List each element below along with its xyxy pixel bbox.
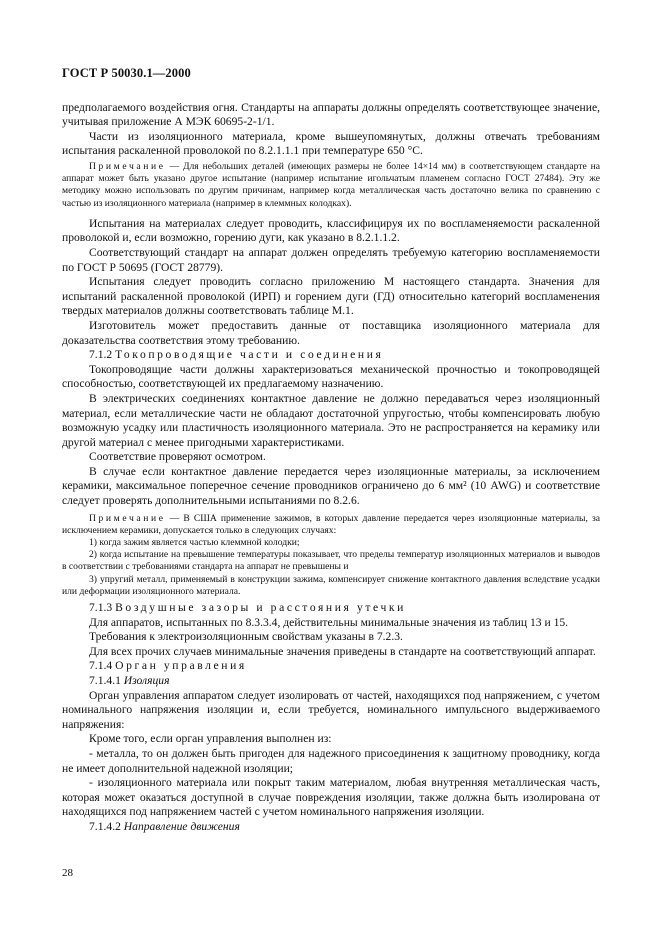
note-text: — Для небольших деталей (имеющих размеры не более 14×14 мм) в соответствующем стандарте на аппарат может быть указано другое испытание (например испытание игольчатым пламенем согласно ГОСТ 27484). Эту же методику можно использовать по другим причинам, например когда металлическая часть достаточно велика по сравнению с частью из изоляционного материала (например в клеммных колодках). <box>62 160 600 209</box>
body-paragraph: Соответствующий стандарт на аппарат должен определять требуемую категорию воспламеняемости по ГОСТ Р 50695 (ГОСТ 28779). <box>62 245 600 274</box>
body-paragraph: Для всех прочих случаев минимальные значения приведены в стандарте на соответствующий аппарат. <box>89 644 596 658</box>
body-paragraph: - металла, то он должен быть пригоден для надежного присоединения к защитному проводнику, когда не имеет дополнительной надежной изоляции; <box>62 747 600 775</box>
note-paragraph <box>62 574 600 598</box>
section-number: 7.1.2 <box>89 348 116 362</box>
body-paragraph: - изоляционного материала или покрыт таким материалом, любая внутренняя металлическая часть, которая может оказаться доступной в случае повреждения изоляции, также должна быть изолирована от находящихся под напряжением частей с учетом номинального напряжения изоляции. <box>62 776 600 819</box>
body-paragraph: В случае если контактное давление передается через изоляционные материалы, за исключением керамики, максимальное поперечное сечение проводников ограничено до 6 мм² (10 AWG) и соответствие следует проверять дополнительными испытаниями по 8.2.6. <box>62 464 600 508</box>
section-heading <box>62 820 600 835</box>
section-number: 7.1.4.1 <box>89 674 124 688</box>
body-paragraph: предполагаемого воздействия огня. Стандарты на аппараты должны определять соответствующее значение, учитывая приложение А МЭК 60695-2-1/1. <box>62 100 600 129</box>
note-paragraph <box>62 537 600 549</box>
body-paragraph: Испытания следует проводить согласно приложению М настоящего стандарта. Значения для испытаний раскаленной проволокой (ИРП) и горением дуги (ГД) относительно категорий воспламенения твердых материалов должны соответствовать таблице М.1. <box>62 275 600 318</box>
note-paragraph <box>62 549 600 573</box>
body-paragraph: Для аппаратов, испытанных по 8.3.3.4, действительны минимальные значения из таблиц 13 и 15. <box>89 615 569 629</box>
section-heading <box>62 674 600 689</box>
note-label: Примечание <box>89 160 166 172</box>
note-text: 3) упругий металл, применяемый в конструкции зажима, компенсирует снижение контактного давления вследствие усадки или деформации изоляционного материала. <box>62 573 600 597</box>
section-heading <box>62 601 600 616</box>
note-paragraph <box>62 513 600 537</box>
body-paragraph: Изготовитель может предоставить данные от поставщика изоляционного материала для доказательства соответствия этому требованию. <box>62 318 600 347</box>
document-header: ГОСТ Р 50030.1—2000 <box>62 66 191 80</box>
document-body <box>62 101 600 835</box>
section-heading <box>62 659 600 674</box>
note-label: Примечание <box>89 512 166 524</box>
note-text: 1) когда зажим является частью клеммной колодки; <box>89 537 300 549</box>
body-paragraph: Испытания на материалах следует проводить, классифицируя их по воспламеняемости раскаленной проволокой и, если возможно, горению дуги, как указано в 8.2.1.1.2. <box>62 216 600 245</box>
section-number: 7.1.4.2 <box>89 819 124 833</box>
body-paragraph: Соответствие проверяют осмотром. <box>89 450 266 464</box>
body-paragraph: В электрических соединениях контактное давление не должно передаваться через изоляционный материал, если металлические части не обладают достаточной упругостью, чтобы компенсировать любую возможную усадку или пластичность изоляционного материала. Это не распространяется на керамику или другой материал с менее пригодными характеристиками. <box>62 391 600 449</box>
section-number: 7.1.4 <box>89 659 116 673</box>
section-heading <box>62 348 600 363</box>
section-title: Орган управления <box>115 659 247 673</box>
body-paragraph: Части из изоляционного материала, кроме вышеупомянутых, должны отвечать требованиям испытания раскаленной проволокой по 8.2.1.1.1 при температуре 650 °С. <box>62 129 600 158</box>
note-text: 2) когда испытание на превышение температуры показывает, что пределы температур изоляционных материалов и выводов в соответствии с требованиями стандарта на аппарат не превышены и <box>62 549 600 573</box>
page-number: 28 <box>62 867 73 879</box>
body-paragraph: Кроме того, если орган управления выполнен из: <box>89 732 332 746</box>
note-paragraph <box>62 161 600 210</box>
body-paragraph: Требования к электроизоляционным свойствам указаны в 7.2.3. <box>89 630 403 644</box>
section-number: 7.1.3 <box>89 601 116 615</box>
note-text: — В США применение зажимов, в которых давление передается через изоляционные материалы, за исключением керамики, допускается только в следующих случаях: <box>62 512 600 536</box>
section-title: Направление движения <box>123 819 240 833</box>
section-title: Воздушные зазоры и расстояния утечки <box>115 601 406 615</box>
body-paragraph: Орган управления аппаратом следует изолировать от частей, находящихся под напряжением, с учетом номинального напряжения изоляции и, если требуется, номинального импульсного выдерживаемого напряжения: <box>62 688 600 731</box>
body-paragraph: Токопроводящие части должны характеризоваться механической прочностью и токопроводящей способностью, соответствующей их предлагаемому назначению. <box>62 362 600 391</box>
section-title: Токопроводящие части и соединения <box>115 348 384 362</box>
section-title: Изоляция <box>123 674 170 688</box>
document-page <box>62 66 600 835</box>
